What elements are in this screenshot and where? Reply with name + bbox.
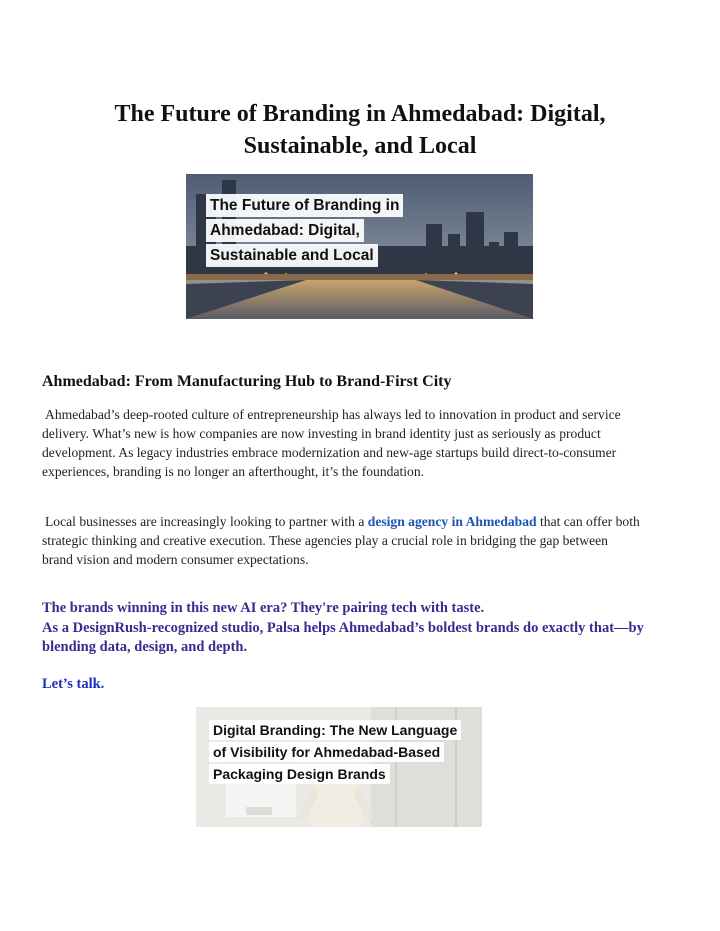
article-caption-line-2: of Visibility for Ahmedabad-Based: [209, 742, 444, 762]
cta-line-2: As a DesignRush-recognized studio, Palsa helps Ahmedabad’s boldest brands do exactly that—by blending data, design, and depth.: [42, 619, 644, 655]
design-agency-link[interactable]: design agency in Ahmedabad: [367, 514, 537, 529]
cta-line-1: The brands winning in this new AI era? They're pairing tech with taste.: [42, 600, 485, 616]
section-heading: Ahmedabad: From Manufacturing Hub to Brand-First City: [42, 373, 452, 390]
title-line-2: Sustainable, and Local: [243, 133, 477, 159]
article-image: [196, 707, 482, 827]
cta-block: [42, 599, 662, 658]
paragraph-2-after: that can offer both strategic thinking and creative execution. These agencies play a crucial role in bridging the gap between brand vision and modern consumer expectations.: [42, 514, 640, 567]
lets-talk-link[interactable]: Let’s talk.: [42, 676, 105, 692]
paragraph-1: [42, 405, 642, 481]
hero-caption-line-2: Ahmedabad: Digital,: [206, 219, 364, 242]
hero-caption-line-3: Sustainable and Local: [206, 244, 378, 267]
article-caption-line-1: Digital Branding: The New Language: [209, 720, 461, 740]
title-line-1: The Future of Branding in Ahmedabad: Digital,: [114, 101, 606, 127]
article-caption-line-3: Packaging Design Brands: [209, 764, 390, 784]
hero-caption-line-1: The Future of Branding in: [206, 194, 403, 217]
hero-image: [186, 174, 533, 319]
paragraph-2-before: Local businesses are increasingly looking to partner with a: [45, 514, 368, 529]
article-image-caption: [209, 720, 461, 786]
page-title: [30, 98, 690, 162]
hero-caption: [206, 194, 403, 269]
paragraph-1-text: Ahmedabad’s deep-rooted culture of entrepreneurship has always led to innovation in product and service delivery. What’s new is how companies are now investing in brand identity just as seriously as product development. As legacy industries embrace modernization and new-age startups build direct-to-consumer experiences, branding is no longer an afterthought, it’s the foundation.: [42, 407, 621, 479]
paragraph-2: [42, 512, 642, 569]
